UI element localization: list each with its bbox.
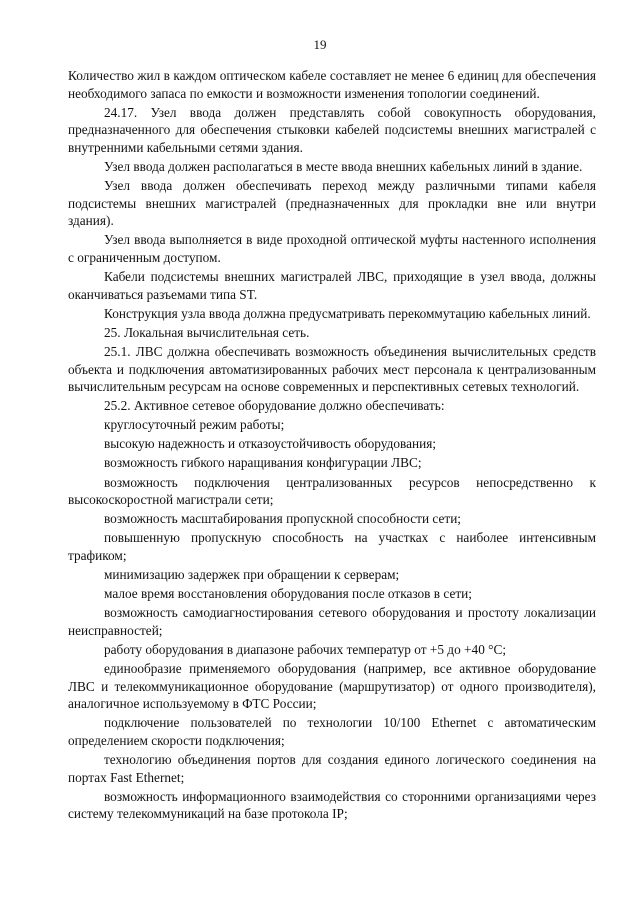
- paragraph: Узел ввода выполняется в виде проходной оптической муфты настенного исполнения с ограниченным доступом.: [68, 232, 596, 265]
- list-item: работу оборудования в диапазоне рабочих температур от +5 до +40 °С;: [104, 641, 507, 657]
- list-item: малое время восстановления оборудования после отказов в сети;: [104, 586, 472, 602]
- paragraph: 25.1. ЛВС должна обеспечивать возможность объединения вычислительных средств объекта и подключения автоматизированных рабочих мест персонала к централизованным вычислительным ресурсам на основе современных и перспективных сетевых технологий.: [68, 343, 596, 395]
- paragraph: Узел ввода должен располагаться в месте ввода внешних кабельных линий в здание.: [104, 158, 583, 174]
- list-item: возможность масштабирования пропускной способности сети;: [104, 511, 462, 527]
- list-item: высокую надежность и отказоустойчивость оборудования;: [104, 436, 437, 452]
- paragraph: Количество жил в каждом оптическом кабеле составляет не менее 6 единиц для обеспечения необходимого запаса по емкости и возможности изменения топологии соединений.: [68, 68, 596, 101]
- list-item: минимизацию задержек при обращении к серверам;: [104, 567, 400, 583]
- list-item: возможность информационного взаимодействия со сторонними организациями через систему телекоммуникаций на базе протокола IP;: [68, 788, 596, 822]
- list-item: технологию объединения портов для создания единого логического соединения на портах Fast Ethernet;: [68, 751, 596, 785]
- paragraph: 24.17. Узел ввода должен представлять собой совокупность оборудования, предназначенного для обеспечения стыковки кабелей подсистемы внешних магистралей с внутренними кабельными сетями здания.: [68, 104, 596, 155]
- document-body: [68, 67, 596, 824]
- list-item: возможность гибкого наращивания конфигурации ЛВС;: [104, 455, 422, 471]
- paragraph: Конструкция узла ввода должна предусматривать перекоммутацию кабельных линий.: [104, 305, 591, 321]
- page-number: 19: [313, 37, 327, 52]
- list-item: единообразие применяемого оборудования (например, все активное оборудование ЛВС и телекоммуникационное оборудование (маршрутизатор) от одного производителя), аналогичное используемому в ФТС России;: [68, 661, 596, 712]
- paragraph: 25.2. Активное сетевое оборудование должно обеспечивать:: [104, 398, 445, 414]
- list-item: возможность самодиагностирования сетевого оборудования и простоту локализации неисправностей;: [68, 605, 596, 638]
- section-heading: 25. Локальная вычислительная сеть.: [104, 324, 310, 340]
- paragraph: Кабели подсистемы внешних магистралей ЛВС, приходящие в узел ввода, должны оканчиваться разъемами типа ST.: [68, 269, 596, 302]
- list-item: повышенную пропускную способность на участках с наиболее интенсивным трафиком;: [68, 530, 596, 563]
- list-item: круглосуточный режим работы;: [104, 417, 285, 433]
- paragraph: Узел ввода должен обеспечивать переход между различными типами кабеля подсистемы внешних магистралей (предназначенных для прокладки вне или внутри здания).: [68, 178, 596, 229]
- list-item: подключение пользователей по технологии 10/100 Ethernet с автоматическим определением скорости подключения;: [68, 715, 596, 748]
- list-item: возможность подключения централизованных ресурсов непосредственно к высокоскоростной магистрали сети;: [68, 474, 596, 508]
